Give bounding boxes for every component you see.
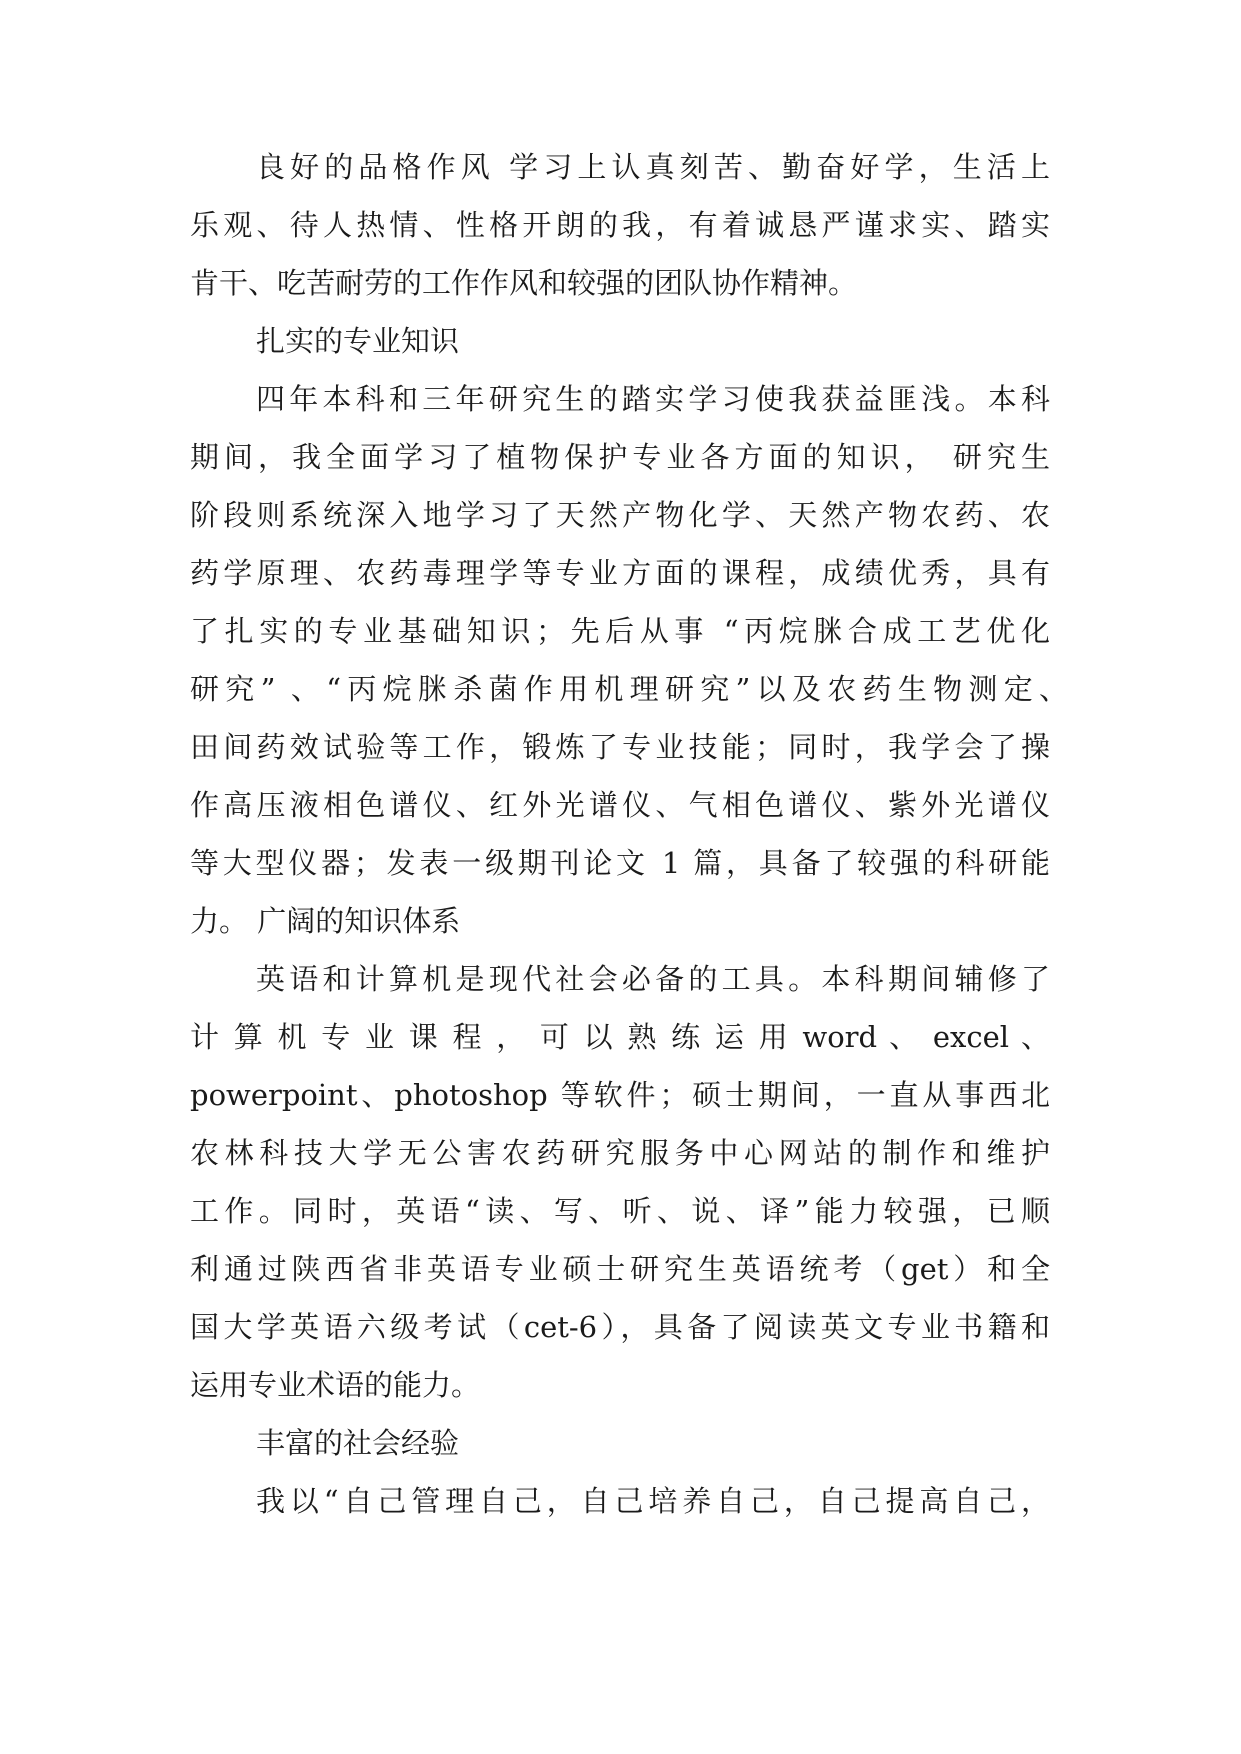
paragraph-line: 我以“自己管理自己，自己培养自己，自己提高自己， bbox=[256, 1484, 1050, 1518]
paragraph-line: 国大学英语六级考试（cet-6），具备了阅读英文专业书籍和 bbox=[190, 1310, 1050, 1344]
paragraph-line: 良好的品格作风 学习上认真刻苦、勤奋好学，生活上 bbox=[256, 150, 1050, 184]
paragraph-line: 计 算 机 专 业 课 程 ， 可 以 熟 练 运 用 word 、 excel 、 bbox=[190, 1020, 1050, 1054]
paragraph-line: 力。 广阔的知识体系 bbox=[190, 904, 461, 938]
paragraph-line: 研究” 、“丙烷脒杀菌作用机理研究”以及农药生物测定、 bbox=[190, 672, 1068, 706]
section-heading: 扎实的专业知识 bbox=[256, 324, 460, 358]
paragraph-line: 了扎实的专业基础知识；先后从事 “丙烷脒合成工艺优化 bbox=[190, 614, 1050, 648]
paragraph-line: 工作。同时，英语“读、写、听、说、译”能力较强，已顺 bbox=[190, 1194, 1050, 1228]
paragraph-line: 利通过陕西省非英语专业硕士研究生英语统考（get）和全 bbox=[190, 1252, 1050, 1286]
paragraph-line: 田间药效试验等工作，锻炼了专业技能；同时，我学会了操 bbox=[190, 730, 1050, 764]
paragraph-line: powerpoint、photoshop 等软件；硕士期间，一直从事西北 bbox=[190, 1078, 1050, 1112]
paragraph-line: 运用专业术语的能力。 bbox=[190, 1368, 481, 1402]
paragraph-line: 药学原理、农药毒理学等专业方面的课程，成绩优秀，具有 bbox=[190, 556, 1050, 590]
paragraph-line: 作高压液相色谱仪、红外光谱仪、气相色谱仪、紫外光谱仪 bbox=[190, 788, 1050, 822]
paragraph-line: 期间，我全面学习了植物保护专业各方面的知识， 研究生 bbox=[190, 440, 1050, 474]
paragraph-line: 肯干、吃苦耐劳的工作作风和较强的团队协作精神。 bbox=[190, 266, 858, 300]
paragraph-line: 农林科技大学无公害农药研究服务中心网站的制作和维护 bbox=[190, 1136, 1050, 1170]
paragraph-line: 乐观、待人热情、性格开朗的我，有着诚恳严谨求实、踏实 bbox=[190, 208, 1050, 242]
paragraph-line: 阶段则系统深入地学习了天然产物化学、天然产物农药、农 bbox=[190, 498, 1050, 532]
paragraph-line: 四年本科和三年研究生的踏实学习使我获益匪浅。本科 bbox=[256, 382, 1050, 416]
paragraph-line: 等大型仪器；发表一级期刊论文 1 篇，具备了较强的科研能 bbox=[190, 846, 1050, 880]
paragraph-line: 英语和计算机是现代社会必备的工具。本科期间辅修了 bbox=[256, 962, 1050, 996]
section-heading: 丰富的社会经验 bbox=[256, 1426, 460, 1460]
